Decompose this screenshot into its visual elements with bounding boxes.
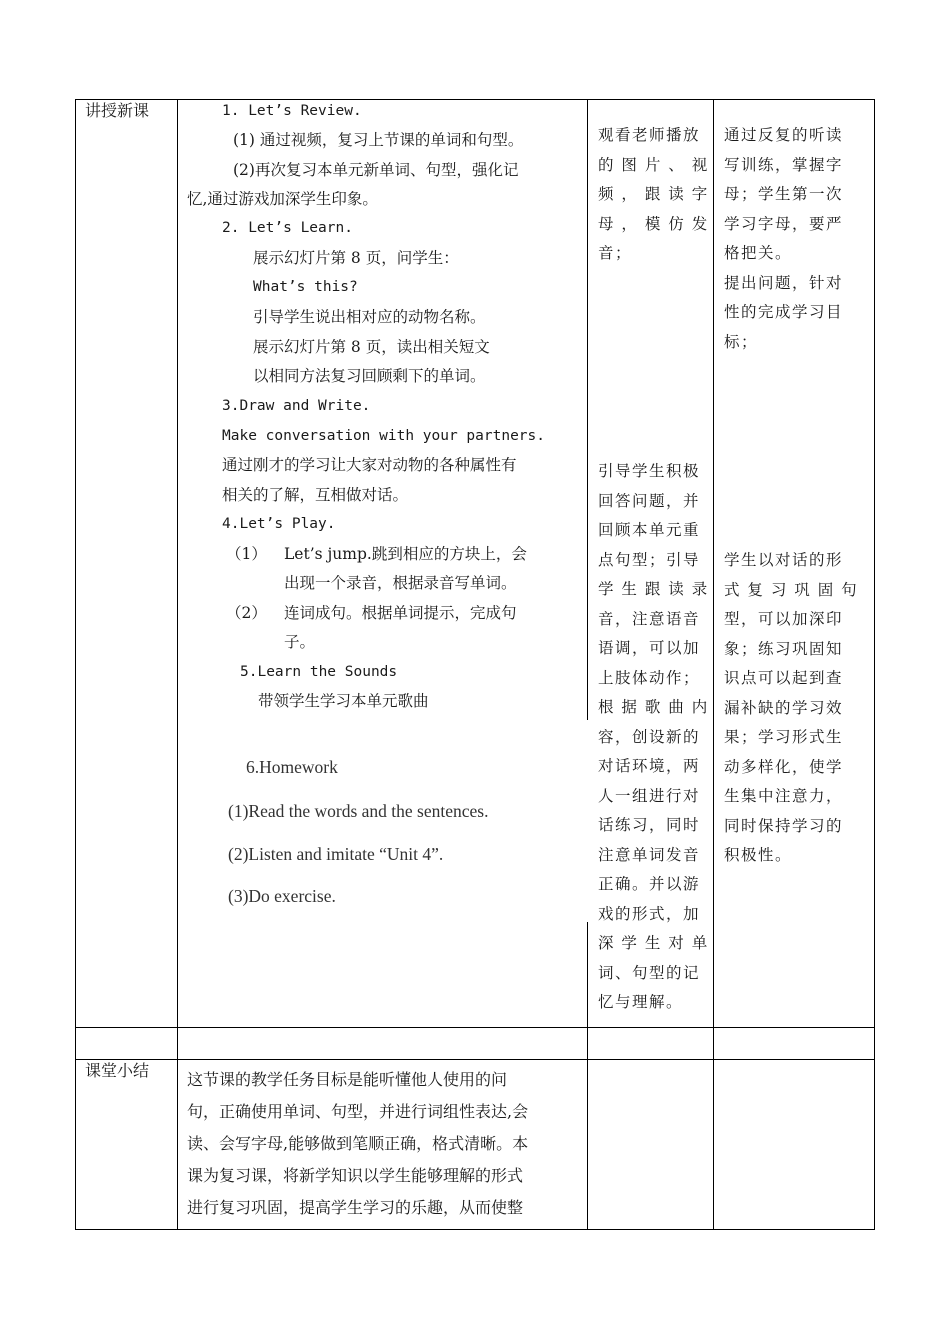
play-item-1-number: （1） [226,545,267,563]
homework-item-3: (3)Do exercise. [228,886,336,906]
learn-line-2: What’s this? [253,279,358,295]
learn-line-3: 引导学生说出相对应的动物名称。 [253,308,486,326]
table-left-border [75,99,76,1230]
row-divider-1 [75,1027,875,1028]
student-activity-line: 深 学 生 对 单 [598,934,709,952]
design-intent-block-1 [724,121,843,357]
learn-line-5: 以相同方法复习回顾剩下的单词。 [253,367,486,385]
learn-line-1: 展示幻灯片第 8 页，问学生： [253,249,459,267]
learn-line-4: 展示幻灯片第 8 页，读出相关短文 [253,338,490,356]
summary-line: 读、会写字母,能够做到笔顺正确，格式清晰。本 [187,1134,529,1153]
design-intent-line: 母；学生第一次 [724,185,844,203]
design-intent-line: 格把关。 [724,244,793,262]
design-intent-line: 动多样化，使学 [724,757,844,776]
student-activity-line: 音； [598,244,633,262]
student-activity-line: 频 ， 跟 读 字 [598,185,709,203]
column-divider-2a [587,99,588,720]
review-item-2: (2)再次复习本单元新单词、句型，强化记 [233,161,519,179]
design-intent-line: 同时保持学习的 [724,816,844,835]
play-item-2: 连词成句。根据单词提示，完成句 [284,604,517,622]
review-title: 1. Let’s Review. [222,103,362,119]
student-activity-block-2 [598,457,709,1018]
play-item-1: Let’s jump.跳到相应的方块上，会 [284,545,527,563]
table-bottom-border [75,1229,875,1230]
student-activity-line: 观看老师播放 [598,126,701,144]
student-activity-line: 忆与理解。 [598,993,684,1011]
design-intent-line: 漏补缺的学习效 [724,698,844,717]
design-intent-line: 提出问题，针对 [724,273,844,292]
student-activity-line: 词、句型的记 [598,963,701,982]
summary-line: 课为复习课，将新学知识以学生能够理解的形式 [187,1166,524,1185]
column-divider-3 [713,99,714,1230]
student-activity-line: 上肢体动作； [598,668,701,687]
student-activity-line: 话练习，同时 [598,816,701,834]
column-divider-2b [587,922,588,1230]
learn-title: 2. Let’s Learn. [222,220,353,236]
homework-title: 6.Homework [246,757,338,777]
sounds-line-1: 带领学生学习本单元歌曲 [258,692,429,710]
student-activity-line: 点句型；引导 [598,550,701,569]
student-activity-line: 容，创设新的 [598,727,701,746]
review-item-1: (1) 通过视频，复习上节课的单词和句型。 [233,131,524,149]
design-intent-line: 生集中注意力， [724,787,844,805]
student-activity-line: 母 ， 模 仿 发 [598,214,709,233]
draw-line-3: 相关的了解，互相做对话。 [222,486,409,504]
student-activity-line: 引导学生积极 [598,462,701,480]
column-divider-1 [177,99,178,1230]
section-label-teach-new: 讲授新课 [85,101,150,120]
student-activity-line: 回答问题，并 [598,491,701,510]
design-intent-line: 学习字母，要严 [724,214,844,233]
draw-line-2: 通过刚才的学习让大家对动物的各种属性有 [222,456,517,474]
design-intent-line: 写训练，掌握字 [724,155,844,174]
student-activity-line: 回顾本单元重 [598,521,701,539]
student-activity-line: 根 据 歌 曲 内 [598,698,709,716]
student-activity-line: 对话环境，两 [598,757,701,775]
row-divider-2 [75,1059,875,1060]
student-activity-line: 音，注意语音 [598,609,701,628]
design-intent-line: 式 复 习 巩 固 句 [724,580,859,599]
design-intent-line: 性的完成学习目 [724,303,844,321]
design-intent-block-2 [724,546,858,871]
student-activity-line: 注意单词发音 [598,845,701,864]
design-intent-line: 通过反复的听读 [724,126,844,144]
student-activity-line: 正确。并以游 [598,875,701,893]
student-activity-line: 的 图 片 、 视 [598,155,709,174]
design-intent-line: 积极性。 [724,846,793,864]
draw-line-1: Make conversation with your partners. [222,428,546,444]
homework-item-2: (2)Listen and imitate “Unit 4”. [228,844,444,864]
draw-title: 3.Draw and Write. [222,398,371,414]
play-item-2-cont: 子。 [284,633,316,651]
table-top-border [75,99,875,100]
student-activity-line: 戏的形式，加 [598,904,701,923]
play-title: 4.Let’s Play. [222,516,336,532]
student-activity-block-1 [598,121,709,269]
homework-item-1: (1)Read the words and the sentences. [228,801,489,821]
play-item-1-cont: 出现一个录音，根据录音写单词。 [284,574,517,592]
summary-line: 进行复习巩固，提高学生学习的乐趣，从而使整 [187,1198,524,1217]
sounds-title: 5.Learn the Sounds [240,664,398,680]
design-intent-line: 识点可以起到查 [724,669,844,687]
review-item-2-cont: 忆,通过游戏加深学生印象。 [187,190,378,208]
play-item-2-number: （2） [226,604,267,622]
student-activity-line: 人一组进行对 [598,786,701,805]
section-label-summary: 课堂小结 [85,1061,150,1080]
design-intent-line: 果；学习形式生 [724,728,844,746]
design-intent-line: 学生以对话的形 [724,551,844,569]
student-activity-line: 学 生 跟 读 录 [598,580,709,598]
student-activity-line: 语调，可以加 [598,639,701,657]
summary-line: 这节课的教学任务目标是能听懂他人使用的问 [187,1070,508,1089]
table-right-border [874,99,875,1230]
design-intent-line: 型，可以加深印 [724,610,844,628]
design-intent-line: 标； [724,332,759,351]
design-intent-line: 象；练习巩固知 [724,639,844,658]
summary-line: 句，正确使用单词、句型，并进行词组性表达,会 [187,1102,529,1121]
